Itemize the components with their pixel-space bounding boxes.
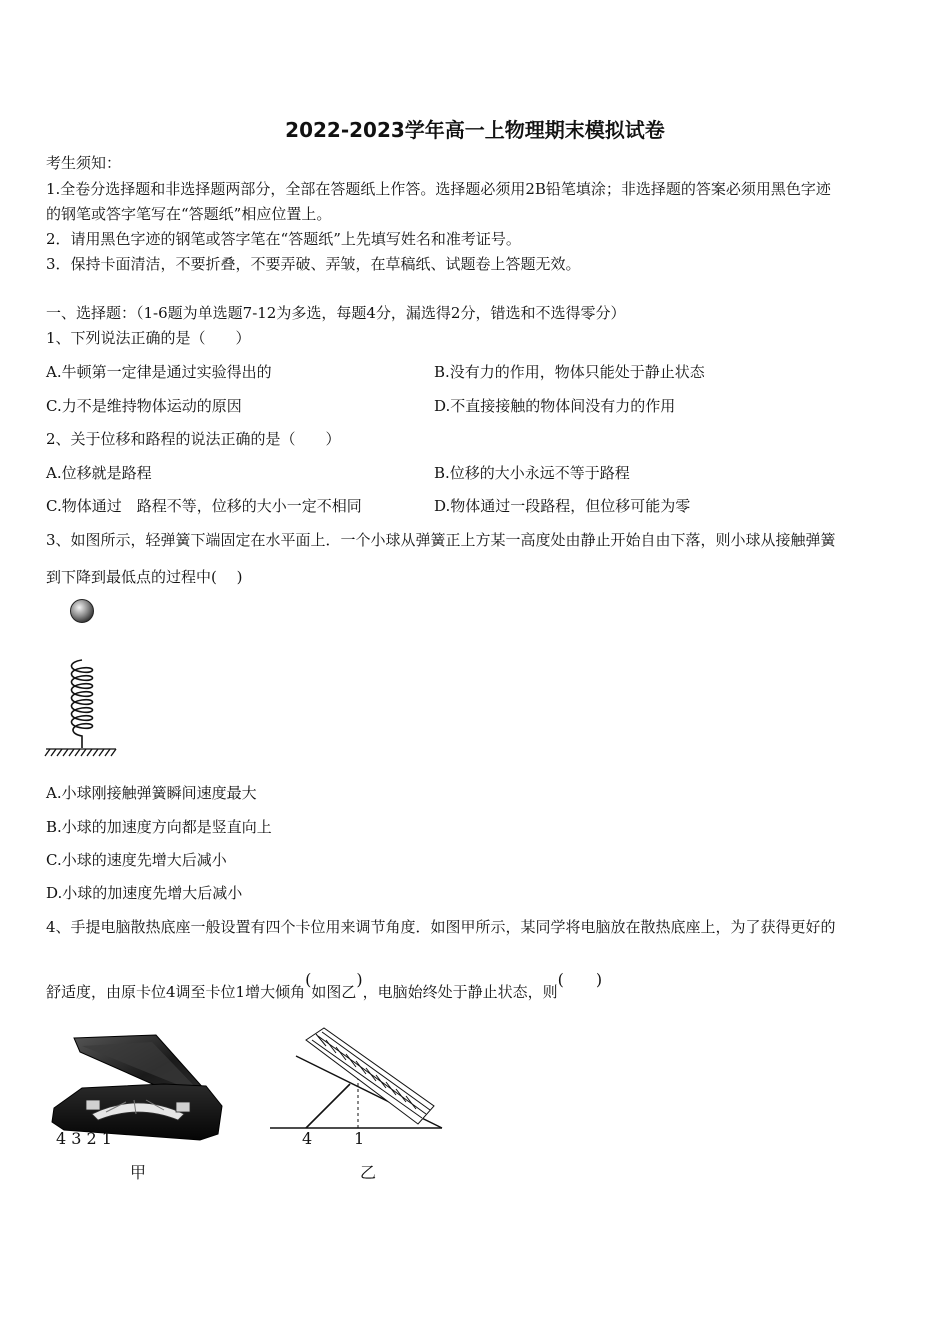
q2-stem: 2、关于位移和路程的说法正确的是（ ）	[46, 430, 341, 448]
q3-option-b: B.小球的加速度方向都是竖直向上	[46, 818, 272, 836]
q4-paren-open: (	[305, 970, 312, 989]
q1-option-b: B.没有力的作用，物体只能处于静止状态	[434, 363, 705, 381]
q3-option-a: A.小球刚接触弹簧瞬间速度最大	[46, 784, 257, 802]
q1-option-d: D.不直接接触的物体间没有力的作用	[434, 397, 676, 415]
jia-caption: 甲	[130, 1163, 147, 1182]
notice-heading: 考生须知：	[46, 154, 122, 172]
notice-item-2: 2．请用黑色字迹的钢笔或答字笔在“答题纸”上先填写姓名和准考证号。	[46, 230, 521, 248]
yi-label-4: 4	[302, 1129, 313, 1148]
spring-icon	[72, 660, 93, 748]
q2-option-c: C.物体通过 路程不等，位移的大小一定不相同	[46, 497, 362, 515]
q1-stem: 1、下列说法正确的是（ ）	[46, 329, 251, 347]
cooling-stand-figure-jia	[46, 1030, 246, 1185]
yi-caption: 乙	[360, 1163, 377, 1182]
q4-stem-part2: 如图乙	[311, 983, 357, 1001]
q4-answer-paren: ( )	[557, 970, 603, 989]
ground-hatching	[45, 749, 116, 756]
q4-stem-part3: ，电脑始终处于静止状态，则	[362, 983, 558, 1001]
q2-option-a: A.位移就是路程	[46, 464, 152, 482]
q3-stem-line2: 到下降到最低点的过程中( )	[46, 568, 243, 586]
q2-option-d: D.物体通过一段路程，但位移可能为零	[434, 497, 691, 515]
spring-ball-figure	[40, 590, 160, 770]
section-heading: 一、选择题：（1-6题为单选题7-12为多选，每题4分，漏选得2分，错选和不选得零分）	[46, 304, 626, 322]
q1-option-c: C.力不是维持物体运动的原因	[46, 397, 242, 415]
yi-label-1: 1	[354, 1129, 365, 1148]
q4-stem-line2	[46, 970, 603, 1002]
q2-option-b: B.位移的大小永远不等于路程	[434, 464, 630, 482]
q4-stem-line1: 4、手提电脑散热底座一般设置有四个卡位用来调节角度．如图甲所示，某同学将电脑放在散热底座上，为了获得更好的	[46, 918, 836, 936]
notice-item-1: 1.全卷分选择题和非选择题两部分，全部在答题纸上作答。选择题必须用2B铅笔填涂；非选择题的答案必须用黑色字迹	[46, 180, 831, 198]
ball-icon	[71, 600, 94, 623]
page-title: 2022-2023学年高一上物理期末模拟试卷	[285, 118, 665, 142]
q3-option-d: D.小球的加速度先增大后减小	[46, 884, 243, 902]
jia-position-labels: 4 3 2 1	[56, 1129, 112, 1148]
q3-option-c: C.小球的速度先增大后减小	[46, 851, 227, 869]
tilt-schematic-figure-yi	[266, 1020, 466, 1180]
q4-stem-part1: 舒适度，由原卡位4调至卡位1增大倾角	[46, 983, 306, 1001]
q3-stem-line1: 3、如图所示，轻弹簧下端固定在水平面上．一个小球从弹簧正上方某一高度处由静止开始自由下落，则小球从接触弹簧	[46, 531, 836, 549]
notice-item-3: 3．保持卡面清洁，不要折叠，不要弄破、弄皱，在草稿纸、试题卷上答题无效。	[46, 255, 581, 273]
notice-item-1-cont: 的钢笔或答字笔写在“答题纸”相应位置上。	[46, 205, 332, 223]
q4-paren-close: )	[356, 970, 363, 989]
q1-option-a: A.牛顿第一定律是通过实验得出的	[46, 363, 272, 381]
